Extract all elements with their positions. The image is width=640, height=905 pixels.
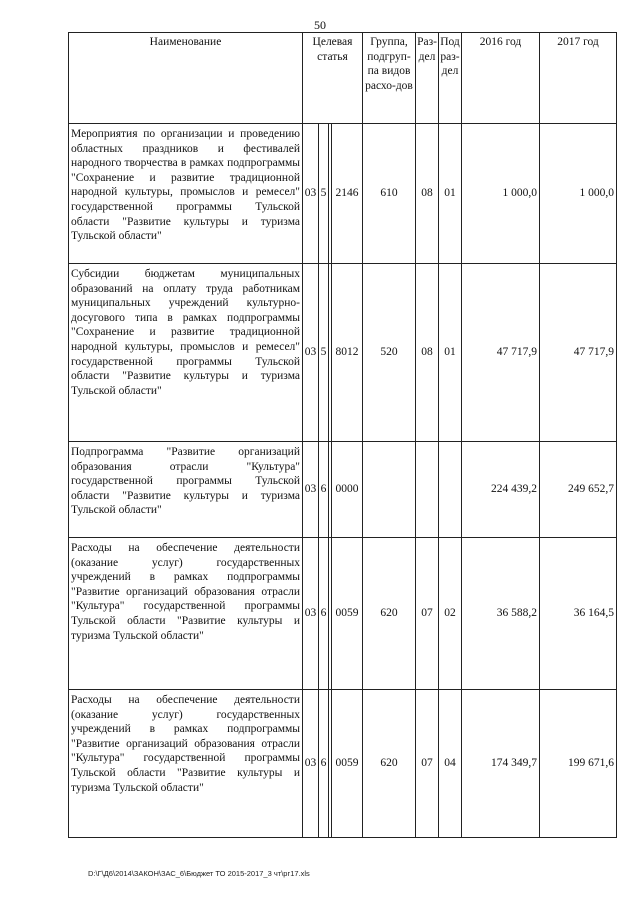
row-name: Мероприятия по организации и проведению областных праздников и фестивалей народного творчества в рамках подпрограммы "Сохранение и развитие традиционной народной культуры, промыслов и ремесел" государственной программы Тульской области "Развитие культуры и туризма Тульской области"	[69, 124, 303, 264]
code-direction: 0059	[332, 690, 363, 838]
amount-2016: 36 588,2	[462, 538, 540, 690]
section: 07	[416, 538, 439, 690]
table-row	[69, 124, 617, 264]
budget-table	[68, 32, 617, 838]
row-name: Расходы на обеспечение деятельности (оказание услуг) государственных учреждений в рамках подпрограммы "Развитие организаций образования отрасли "Культура" государственной программы Тульской области "Развитие культуры и туризма Тульской области"	[69, 538, 303, 690]
row-name: Субсидии бюджетам муниципальных образований на оплату труда работникам муниципальных учреждений культурно-досугового типа в рамках подпрограммы "Сохранение и развитие традиционной народной культуры, промыслов и ремесел" государственной программы Тульской области "Развитие культуры и туризма Тульской области"	[69, 264, 303, 442]
table-row	[69, 538, 617, 690]
header-expense-group: Группа, подгруп-па видов расхо-дов	[363, 33, 416, 124]
code-subprogram: 6	[319, 538, 329, 690]
table-row	[69, 690, 617, 838]
page-number: 50	[314, 18, 326, 32]
expense-group: 610	[363, 124, 416, 264]
section: 08	[416, 124, 439, 264]
amount-2016: 1 000,0	[462, 124, 540, 264]
code-direction: 0059	[332, 538, 363, 690]
section: 08	[416, 264, 439, 442]
table-header-row	[69, 33, 617, 124]
amount-2016: 47 717,9	[462, 264, 540, 442]
code-program: 03	[303, 442, 319, 538]
subsection: 04	[439, 690, 462, 838]
code-direction: 0000	[332, 442, 363, 538]
code-program: 03	[303, 264, 319, 442]
amount-2016: 224 439,2	[462, 442, 540, 538]
header-year-2016: 2016 год	[462, 33, 540, 124]
header-year-2017: 2017 год	[540, 33, 617, 124]
header-name: Наименование	[69, 33, 303, 124]
header-subsection: Под раз-дел	[439, 33, 462, 124]
table-row	[69, 442, 617, 538]
amount-2016: 174 349,7	[462, 690, 540, 838]
code-subprogram: 6	[319, 690, 329, 838]
subsection	[439, 442, 462, 538]
code-subprogram: 5	[319, 264, 329, 442]
code-subprogram: 6	[319, 442, 329, 538]
expense-group: 520	[363, 264, 416, 442]
amount-2017: 199 671,6	[540, 690, 617, 838]
amount-2017: 36 164,5	[540, 538, 617, 690]
amount-2017: 1 000,0	[540, 124, 617, 264]
expense-group	[363, 442, 416, 538]
code-direction: 8012	[332, 264, 363, 442]
subsection: 02	[439, 538, 462, 690]
table-row	[69, 264, 617, 442]
subsection: 01	[439, 124, 462, 264]
code-subprogram: 5	[319, 124, 329, 264]
expense-group: 620	[363, 690, 416, 838]
code-program: 03	[303, 538, 319, 690]
row-name: Расходы на обеспечение деятельности (оказание услуг) государственных учреждений в рамках подпрограммы "Развитие организаций образования отрасли "Культура" государственной программы Тульской области "Развитие культуры и туризма Тульской области"	[69, 690, 303, 838]
row-name: Подпрограмма "Развитие организаций образования отрасли "Культура" государственной программы Тульской области "Развитие культуры и туризма Тульской области"	[69, 442, 303, 538]
amount-2017: 47 717,9	[540, 264, 617, 442]
code-direction: 2146	[332, 124, 363, 264]
amount-2017: 249 652,7	[540, 442, 617, 538]
file-path-footer: D:\Г\Д6\2014\ЗАКОН\ЗАС_6\Бюджет ТО 2015-2017_3 чт\рг17.xls	[88, 869, 310, 878]
code-program: 03	[303, 124, 319, 264]
header-target-article: Целевая статья	[303, 33, 363, 124]
expense-group: 620	[363, 538, 416, 690]
section: 07	[416, 690, 439, 838]
subsection: 01	[439, 264, 462, 442]
section	[416, 442, 439, 538]
header-section: Раз-дел	[416, 33, 439, 124]
code-program: 03	[303, 690, 319, 838]
